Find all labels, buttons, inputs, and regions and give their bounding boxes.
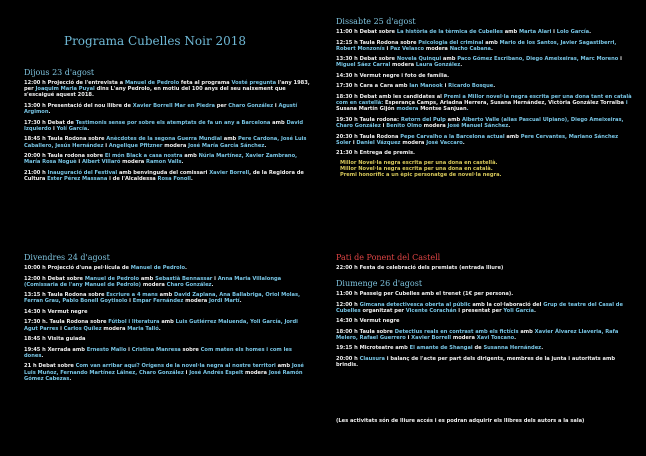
event-highlight: Rosa Fonoll — [157, 175, 191, 182]
event-text: amb — [483, 39, 500, 46]
event-text: 20:30 h Taula Rodona — [336, 133, 401, 140]
event-item — [24, 363, 310, 382]
event-item — [336, 356, 632, 368]
event-text: 18:45 h Taula Rodona sobre — [24, 136, 107, 143]
day-saturday — [336, 17, 632, 178]
event-text: . — [87, 125, 90, 132]
event-highlight: Charo González — [228, 102, 274, 109]
event-text: l'any 1983, per — [24, 80, 310, 93]
event-text: 20:00 h Taula rodona sobre — [24, 153, 105, 160]
event-text: . — [534, 307, 536, 314]
event-text: . — [185, 265, 187, 271]
event-text: amb — [139, 275, 156, 282]
event-highlight: El amante de Shangai — [409, 345, 473, 352]
event-item — [24, 336, 310, 342]
event-text: 10:00 h Projecció d'una pel·lícula de — [24, 265, 131, 271]
event-text: , de la Regidora de Cultura — [24, 169, 304, 182]
event-highlight: Xavi Toscano — [476, 334, 515, 341]
event-text: Montse Sanjuan — [420, 106, 467, 113]
event-item — [24, 136, 310, 148]
event-highlight: Detectius reals en contrast amb els fictícis — [394, 328, 519, 335]
event-text: . — [589, 29, 592, 35]
event-highlight: José Ramón Gómez Cabezas — [24, 369, 303, 382]
event-text: 11:00 h Passeig per Cubelles amb el trenet (1€ per persona). — [336, 291, 514, 297]
event-item — [336, 40, 632, 52]
event-text: modera — [183, 298, 209, 305]
event-text: 12:00 h Debat sobre — [24, 275, 85, 282]
event-highlight: Ian Manook — [409, 83, 443, 90]
event-text: 18:30 h Debat amb les candidates al — [336, 93, 444, 100]
event-text: modera — [400, 139, 427, 146]
event-highlight: Yolí García — [56, 125, 88, 132]
event-item — [24, 265, 310, 271]
event-item — [24, 120, 310, 132]
event-text: . — [460, 62, 463, 69]
event-highlight: Clausura — [359, 355, 385, 362]
event-highlight: Fútbol i literatura — [108, 319, 160, 326]
event-item — [336, 345, 632, 351]
day-thursday — [24, 68, 310, 186]
event-highlight: Retorn del Pulp — [400, 116, 446, 123]
award-item: Premi honorífic a un èpic personatge de novel·la negra. — [340, 172, 502, 179]
event-highlight: Ernesto Mallo — [86, 346, 127, 353]
event-text: . — [181, 159, 184, 166]
event-text: i — [58, 325, 64, 332]
event-text: i — [351, 139, 357, 146]
event-text: 17:30 h Cara a Cara amb — [336, 83, 410, 90]
event-text: i de l'Alcaldessa — [107, 175, 158, 182]
day-sunday — [336, 279, 632, 373]
event-highlight: Cristina Manresa — [131, 346, 181, 353]
event-text: 12:00 h — [336, 301, 360, 308]
event-highlight: Anècdotes de la segona Guerra Mundial — [106, 136, 222, 143]
event-text: . — [69, 375, 72, 382]
venue-event: 22:00 h Festa de celebració dels premiats (entrada lliure) — [336, 265, 504, 271]
event-highlight: Benito Olmo — [386, 123, 422, 130]
event-highlight: Ester Pérez Massana — [47, 175, 108, 182]
event-item — [24, 347, 310, 359]
event-highlight: Paz Velasco — [390, 45, 425, 52]
event-text: 14:30 h Vermut negre — [24, 308, 88, 315]
event-text: de — [472, 345, 484, 352]
event-text: 14:30 h Vermut negre — [336, 318, 400, 325]
event-text: amb — [275, 363, 292, 370]
event-text: dins L'any Pedrolo, en motiu del 100 anys del seu naixement que s'escaigué aquest 2018. — [24, 86, 286, 99]
event-text: 19:45 h Xerrada amb — [24, 346, 87, 353]
event-item — [336, 56, 632, 68]
event-text: amb — [182, 153, 199, 160]
venue-heading: Pati de Ponent del Castell — [336, 253, 441, 262]
event-highlight: Com maten els homes i com les dones — [24, 346, 292, 359]
event-item — [336, 134, 632, 146]
day-heading: Dijous 23 d'agost — [24, 68, 95, 77]
event-highlight: Testimonis sense por sobre els atemptats de fa un any a Barcelona — [75, 119, 271, 126]
event-highlight: La història de la tèrmica de Cubelles — [396, 29, 503, 35]
event-text: . — [158, 325, 161, 332]
event-highlight: Daniel Vázquez — [356, 139, 401, 146]
event-highlight: Carlos Quílez — [63, 325, 102, 332]
event-item — [24, 292, 310, 304]
program-title: Programa Cubelles Noir 2018 — [64, 34, 247, 48]
event-item — [336, 329, 632, 341]
day-heading: Diumenge 26 d'agost — [336, 279, 423, 288]
event-highlight: Paco Gómez Escribano, Diego Ameixeiras, Marc Moreno — [457, 56, 619, 63]
event-text: i — [76, 159, 82, 166]
event-text: modera — [390, 62, 416, 69]
event-item — [336, 94, 632, 113]
event-text: Susana Martín Gijón — [336, 106, 395, 113]
event-text: 21:30 h Entrega de premis. — [336, 150, 415, 157]
event-item — [336, 150, 632, 156]
event-item — [336, 83, 632, 89]
event-highlight: Xavier Álvarez Llaveria, Rafa Melero, Rafael Guerrero — [336, 328, 619, 341]
event-highlight: Manuel de Pedrolo — [84, 275, 140, 282]
event-text: modera — [162, 142, 189, 149]
event-highlight: Marta Alari — [519, 29, 552, 35]
event-text: i — [127, 298, 133, 305]
event-highlight: Psicologia del criminal — [418, 39, 484, 46]
event-text: amb — [157, 292, 174, 299]
event-text: amb la col·laboració del — [470, 301, 544, 308]
event-highlight: José Luis Muñoz, Fernando Martínez Láinez, Charo González — [24, 363, 304, 376]
event-text: i balanç de l'acte per part dels dirigents, membres de la junta i autoritats amb brindis. — [336, 355, 616, 369]
event-text: i — [618, 56, 622, 63]
event-text: amb — [221, 136, 239, 143]
event-item — [24, 170, 310, 182]
event-item — [336, 117, 632, 129]
event-text: 17:30 h. Taula Rodona sobre — [24, 319, 109, 326]
event-item — [336, 291, 632, 297]
event-highlight: José Vaccaro — [426, 139, 463, 146]
event-text: . — [190, 175, 193, 182]
day-heading: Divendres 24 d'agost — [24, 253, 110, 262]
event-text: 18:45 h Visita guiada — [24, 336, 86, 343]
event-text: i — [442, 83, 449, 90]
event-text: . — [508, 123, 511, 130]
event-highlight: Ricardo Bosque — [448, 83, 494, 90]
event-text: 21 h Debat sobre — [24, 363, 76, 370]
event-highlight: José Manuel Sánchez — [447, 123, 509, 130]
event-text: . — [491, 45, 493, 52]
event-text: 13:00 h Presentació del nou llibre de — [24, 102, 133, 109]
event-text: i — [103, 142, 109, 149]
event-text: . — [239, 298, 242, 305]
event-text: i — [384, 45, 391, 52]
day-heading: Dissabte 25 d'agost — [336, 17, 416, 26]
event-highlight: Luis Gutiérrez Maluenda, Yoli García, Jordi Agut Parres — [24, 319, 298, 332]
event-text: . — [264, 142, 267, 149]
event-text: amb — [504, 133, 521, 140]
event-text: i — [551, 29, 557, 35]
event-item — [24, 319, 310, 331]
event-text: modera — [421, 123, 448, 130]
event-highlight: Inauguració del Festival — [47, 169, 118, 176]
event-text: i — [380, 123, 387, 130]
event-highlight: Angelique Pfitzner — [108, 142, 163, 149]
event-item — [336, 29, 632, 35]
event-text: 14:30 h Vermut negre i foto de família. — [336, 72, 450, 79]
event-text: . — [41, 352, 44, 359]
event-item — [24, 103, 310, 115]
event-highlight: José Andrés Espelt — [189, 369, 244, 376]
event-text: 21:00 h — [24, 169, 48, 176]
event-item — [336, 302, 632, 314]
event-text: modera — [424, 45, 450, 52]
event-highlight: David Zaplana, Ana Ballabriga, Oriol Molas, Ferran Grau, Pablo Bonell Goytisolo — [24, 292, 301, 305]
event-text: 12:00 h Projecció de l'entrevista a — [24, 80, 125, 86]
event-highlight: Manuel de Pedrolo — [130, 265, 185, 271]
event-text: amb — [270, 119, 287, 126]
event-highlight: . — [466, 106, 469, 113]
event-text: 12:15 h Taula Rodona sobre — [336, 39, 419, 46]
event-text: modera — [243, 369, 269, 376]
event-highlight: Vosté pregunta — [231, 80, 277, 86]
event-highlight: modera — [394, 106, 421, 113]
event-text: 20:00 h — [336, 355, 360, 362]
event-highlight: Nacho Cabana — [449, 45, 492, 52]
event-highlight: Maria Talló — [127, 325, 159, 332]
event-text: i — [405, 334, 412, 341]
event-text: feta al programa — [179, 80, 232, 86]
event-text: amb benvinguda del comissari — [117, 169, 210, 176]
event-text: i presentat per — [456, 307, 504, 314]
event-highlight: Agustí Argimon — [24, 102, 298, 116]
event-highlight: Lolo García — [556, 29, 590, 35]
event-text: amb — [502, 29, 520, 35]
event-highlight: Yoli García — [503, 307, 535, 314]
event-highlight: Escriure a 4 mans — [106, 292, 158, 299]
event-text: 18:00 h Taula sobre — [336, 328, 395, 335]
venue-block — [336, 253, 632, 276]
event-highlight: José María García Sánchez — [188, 142, 265, 149]
event-text: modera — [451, 334, 477, 341]
footer-note-wrap — [336, 418, 632, 424]
event-highlight: Xavier Borrell Mar en Piedra — [132, 102, 215, 109]
footer-note: (Les activitats són de lliure accés i es podran adquirir els llibres dels autors a la sala) — [336, 418, 585, 424]
event-text: sobre — [180, 346, 201, 353]
event-highlight: Pere Cardona, José Luis Caballero, Jesús Hernández — [24, 136, 307, 149]
event-highlight: El món Black a casa nostra — [104, 153, 183, 160]
event-highlight: Empar Fernández — [132, 298, 184, 305]
event-item — [24, 276, 310, 288]
event-highlight: Gimcana detectivesca oberta al públic — [359, 301, 471, 308]
event-item — [24, 309, 310, 315]
event-highlight: Mario de los Santos, Javier Sagastiberri, Robert Monzonís — [336, 39, 617, 52]
day-friday — [24, 253, 310, 386]
event-highlight: Xavier Borrell — [209, 169, 250, 176]
event-highlight: David Izquierdo — [24, 119, 303, 132]
award-item: Millor Novel·la negra escrita per una dona en català. — [340, 165, 493, 172]
event-text: 19:30 h Taula rodona: — [336, 116, 401, 123]
event-text: 19:15 h Microteatre amb — [336, 345, 410, 352]
event-text: . — [541, 345, 544, 352]
event-text: 11:00 h Debat sobre — [336, 29, 397, 35]
event-text: . — [493, 83, 496, 90]
event-highlight: Albert Villaró — [81, 159, 121, 166]
event-item — [336, 73, 632, 79]
event-highlight: Laura González — [415, 62, 461, 69]
event-highlight: Premi a Millor novel·la negra escrita per una dona tant en català com en castellà: — [336, 93, 632, 107]
award-item: Millor Novel·la negra escrita per una dona en castellà. — [340, 159, 498, 166]
event-text: 13:15 h Taula Rodona sobre — [24, 292, 107, 299]
event-text: . — [211, 281, 214, 288]
event-highlight: Susanna Hernández — [483, 345, 542, 352]
event-highlight: Com van arribar aquí? Orígens de la novel·la negra al nostre territori — [75, 363, 276, 370]
event-item — [24, 80, 310, 99]
event-highlight: Charo González — [166, 281, 212, 288]
event-text: 13:30 h Debat sobre — [336, 56, 397, 63]
event-item — [336, 318, 632, 324]
event-highlight: Miguel Sáez Carral — [336, 62, 391, 69]
event-highlight: Alberto Valle (alias Pascual Ulpiano), Diego Ameixeiras, Charo González — [336, 116, 624, 130]
event-text: organitzat per — [360, 307, 406, 314]
event-highlight: Grup de teatre del Casal de Cubelles — [336, 301, 623, 314]
event-text: 17:30 h Debat de — [24, 119, 76, 126]
event-highlight: Sebastià Bennassar — [155, 275, 213, 282]
event-highlight: Anna Maria Villalonga (Comissaria de l'any Manuel de Pedrolo) — [24, 275, 282, 288]
event-text: i — [212, 275, 218, 282]
event-text: i — [183, 369, 190, 376]
event-text: per — [214, 102, 229, 109]
event-highlight: i — [624, 100, 628, 107]
event-text: . — [48, 109, 51, 116]
event-text: amb — [441, 56, 458, 63]
event-highlight: Vicente Corachán — [405, 307, 457, 314]
event-text: amb — [518, 328, 535, 335]
event-highlight: Xavier Borrell — [411, 334, 452, 341]
event-highlight: Núria Martínez, Xavier Zambrano, María Rosa Noguè — [24, 153, 298, 166]
event-text: modera — [101, 325, 128, 332]
event-text: modera — [141, 281, 167, 288]
event-highlight: Jordi Martí — [209, 298, 240, 305]
event-text: i — [126, 346, 132, 353]
event-text: . — [514, 334, 517, 341]
event-text: i — [273, 102, 279, 109]
event-text: amb — [159, 319, 176, 326]
event-text: amb — [445, 116, 462, 123]
event-item — [24, 153, 310, 165]
event-highlight: Pere Cervantes, Mariano Sánchez Soler — [336, 133, 619, 146]
event-highlight: Manuel de Pedrolo — [124, 80, 180, 86]
event-highlight: Joaquim Maria Puyal — [35, 86, 95, 93]
event-text: Esperança Camps, Ariadna Herrera, Susana Hernández, Victòria González Torralba — [385, 100, 625, 107]
event-text: i — [51, 125, 57, 132]
event-highlight: Pepe Carvalho a la Barcelona actual — [400, 133, 505, 140]
event-highlight: Ramon Valls — [146, 159, 182, 166]
event-highlight: Novela Quinqui — [396, 56, 442, 63]
event-text: . — [462, 139, 465, 146]
event-text: modera — [120, 159, 146, 166]
